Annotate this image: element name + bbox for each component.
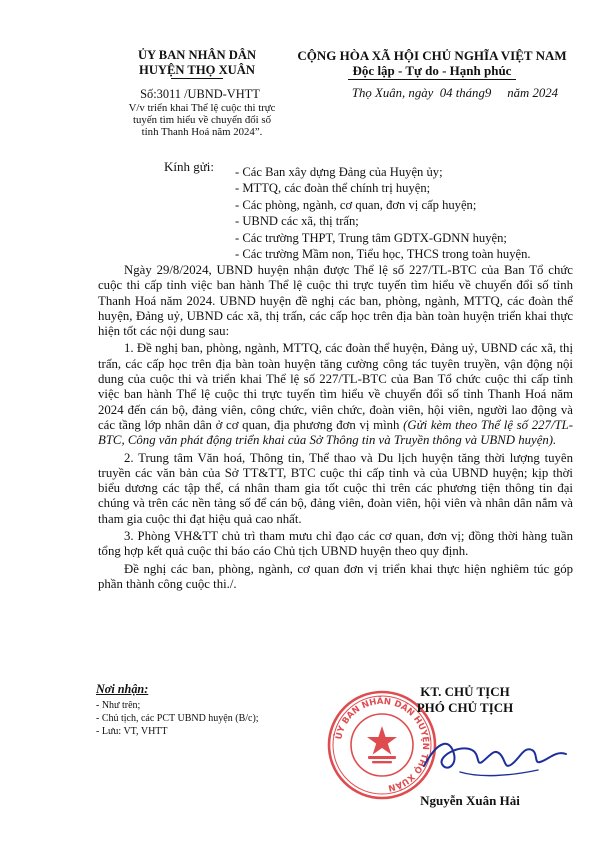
- closing-paragraph: Đề nghị các ban, phòng, ngành, cơ quan đơn vị triển khai thực hiện nghiêm túc góp phần thành công cuộc thi./.: [98, 561, 573, 591]
- nation-line-1: CỘNG HÒA XÃ HỘI CHỦ NGHĨA VIỆT NAM: [297, 48, 567, 63]
- subject-line: tỉnh Thanh Hoá năm 2024”.: [141, 126, 263, 139]
- item-1-text: 1. Đề nghị ban, phòng, ngành, MTTQ, các đoàn thể huyện, Đảng uỷ, UBND các xã, thị trấn, các cấp học trên địa bàn toàn huyện tăng cường công tác tuyên truyền, vận động nội dung của cuộc thi và triển khai Thể lệ số 227/TL-BTC của Ban Tổ chức cuộc thi cấp tỉnh việc ban hành Thể lệ cuộc thi trực tuyến tìm hiểu về chuyển đổi số tỉnh Thanh Hoá năm 2024 đến cán bộ, đảng viên, công chức, viên chức, đoàn viên, hội viên, người lao động và các tầng lớp nhân dân ở cơ quan, địa phương đơn vị mình: [98, 341, 573, 432]
- noi-nhan-item: - Lưu: VT, VHTT: [96, 726, 168, 738]
- issuing-agency: [92, 48, 302, 79]
- document-number: Số:3011 /UBND-VHTT: [140, 87, 260, 101]
- national-title: [282, 48, 582, 80]
- recipient-item: - Các Ban xây dựng Đảng của Huyện ủy;: [235, 165, 443, 179]
- recipients-footer: [96, 682, 326, 739]
- agency-line-2: HUYỆN THỌ XUÂN: [139, 62, 255, 77]
- recipient-item: - Các trường Mầm non, Tiểu học, THCS trong toàn huyện.: [235, 247, 531, 262]
- noi-nhan-item: - Chủ tịch, các PCT UBND huyện (B/c);: [96, 713, 259, 725]
- seal-ring-text: ỦY BAN NHÂN DÂN HUYỆN THỌ XUÂN: [334, 696, 431, 793]
- item-3-paragraph: 3. Phòng VH&TT chủ trì tham mưu chỉ đạo các cơ quan, đơn vị; đồng thời hàng tuần tổng hợp kết quả cuộc thi báo cáo Chủ tịch UBND huyện theo quy định.: [98, 529, 573, 559]
- recipient-list: [235, 164, 575, 262]
- agency-underline: [171, 78, 223, 79]
- item-1-paragraph: [98, 341, 573, 448]
- recipient-item: - MTTQ, các đoàn thể chính trị huyện;: [235, 181, 431, 196]
- subject-line: V/v triển khai Thể lệ cuộc thi trực: [128, 102, 276, 114]
- document-body: [98, 263, 573, 594]
- intro-paragraph: Ngày 29/8/2024, UBND huyện nhận được Thể lệ số 227/TL-BTC của Ban Tổ chức cuộc thi cấp tỉnh việc ban hành Thể lệ cuộc thi trực tuyến tìm hiểu về chuyển đổi số tỉnh Thanh Hoá năm 2024. UBND huyện đề nghị các ban, phòng, ngành, MTTQ, các đoàn thể huyện, Đảng uỷ, UBND các xã, thị trấn, các cấp học trên địa bàn toàn huyện triển khai thực hiện tốt các nội dung sau:: [98, 263, 573, 339]
- noi-nhan-item: - Như trên;: [96, 700, 141, 711]
- noi-nhan-title: Nơi nhận:: [96, 682, 149, 696]
- signature-line-2: PHÓ CHỦ TỊCH: [416, 700, 514, 715]
- recipient-item: - Các phòng, ngành, cơ quan, đơn vị cấp huyện;: [235, 197, 477, 212]
- item-1-attachment-note: (Gửi kèm theo Thể lệ số 227/TL-BTC, Công văn phát động triển khai của Sở Thông tin và Truyền thông và UBND huyện).: [98, 417, 573, 448]
- document-subject: [96, 102, 308, 139]
- item-2-paragraph: 2. Trung tâm Văn hoá, Thông tin, Thể thao và Du lịch huyện tăng thời lượng tuyên truyền các văn bản của Sở TT&TT, BTC cuộc thi cấp tỉnh và của UBND huyện; kịp thời biểu dương các tập thể, cá nhân tham gia tốt cuộc thi trên các phương tiện thông tin đại chúng và trên các nền tảng số để cán bộ, đảng viên, đoàn viên, hội viên và nhân dân nắm và tham gia cuộc thi đạt hiệu quả cao nhất.: [98, 450, 573, 526]
- subject-line: tuyến tìm hiểu về chuyển đổi số: [133, 114, 271, 127]
- recipient-item: - Các trường THPT, Trung tâm GDTX-GDNN huyện;: [235, 230, 507, 245]
- place-and-date: Thọ Xuân, ngày 04 tháng9 năm 2024: [351, 86, 559, 100]
- salutation: Kính gửi:: [164, 159, 215, 174]
- signature-block: [350, 684, 580, 716]
- recipient-item: - UBND các xã, thị trấn;: [235, 214, 359, 229]
- signature-line-1: KT. CHỦ TỊCH: [420, 684, 510, 699]
- agency-line-1: ỦY BAN NHÂN DÂN: [137, 48, 257, 62]
- signer-name: Nguyễn Xuân Hải: [420, 793, 520, 808]
- handwritten-signature-icon: [420, 720, 570, 790]
- motto-underline: [348, 79, 516, 80]
- nation-line-2: Độc lập - Tự do - Hạnh phúc: [352, 63, 512, 78]
